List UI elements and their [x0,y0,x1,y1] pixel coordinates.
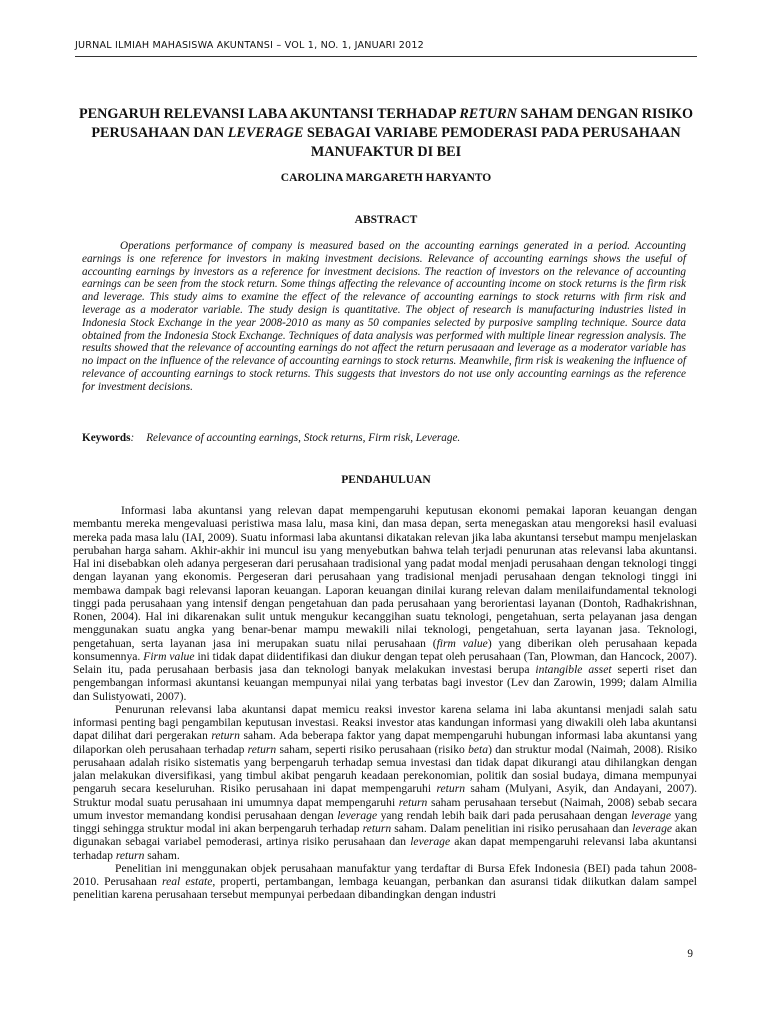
text-run: akan dapat mempengaruhi relevansi laba akuntansi terhadap [73,835,697,862]
running-header: JURNAL ILMIAH MAHASISWA AKUNTANSI – VOL 1, NO. 1, JANUARI 2012 [75,40,424,51]
text-run-italic: firm value [436,636,488,650]
text-run-italic: return [398,795,428,809]
text-run-italic: intangible asset [535,663,612,676]
paragraph [73,504,697,703]
text-run: ini tidak dapat diidentifikasi dan diukur dengan tepat oleh perusahaan (Tan, Plowman, dan Hancock, 2007). Selain itu, pada perusahaan berbasis jasa dan teknologi banyak melakukan investasi berupa [73,649,697,676]
text-run-italic: leverage [631,808,671,822]
text-run-italic: Firm value [143,649,195,663]
abstract-heading: ABSTRACT [354,214,418,226]
text-run: yang tinggi sehingga struktur modal ini akan berpengaruh terhadap [73,808,698,835]
text-run: Penelitian ini menggunakan objek perusahaan manufaktur yang terdaftar di Bursa Efek Indonesia (BEI) pada tahun 2008-2010. Perusahaan [73,861,697,888]
text-run: akan digunakan sebagai variabel pemoderasi, artinya risiko perusahaan dan [73,822,697,849]
text-run: saham. [144,848,180,862]
keywords-label: Keywords [82,432,131,444]
text-run-italic: return [115,848,145,862]
text-run: seperti riset dan pengembangan informasi akuntansi keuangan mempunyai nilai yang terbatas bagi investor (Lev dan Zarowin, 1999; dalam Almilia dan Sulistyowati, 2007). [73,663,697,703]
author-name: CAROLINA MARGARETH HARYANTO [280,172,492,184]
text-run: saham (Mulyani, Asyik, dan Andayani, 2007). Struktur modal suatu perusahaan ini umumnya dapat mempengaruhi [73,782,697,809]
paragraph [73,703,697,862]
body-text [73,504,697,902]
text-run: saham, seperti risiko perusahaan (risiko [276,742,469,756]
text-run-italic: leverage [632,822,673,835]
header-rule [75,56,697,57]
text-run: saham perusahaan tersebut (Naimah, 2008) sebab secara umum investor memandang kondisi perusahaan dengan [73,795,697,822]
keywords [82,432,686,444]
text-run: ) dan struktur modal (Naimah, 2008). Risiko perusahaan adalah risiko sistematis yang berpengaruh terhadap semua investasi dan tidak dapat dikurangi atau dihilangkan dengan jalan melakukan diversifikasi, yang timbul akibat pengaruh keadaan perekonomian, politik dan sosial budaya, dimana mempunyai pengaruh secara keseluruhan. Risiko perusahaan ini dapat mempengaruhi [73,742,698,796]
text-run-italic: leverage [337,808,378,822]
text-run-italic: return [211,729,240,743]
keywords-text: Relevance of accounting earnings, Stock returns, Firm risk, Leverage. [146,432,461,444]
keywords-colon: : [130,432,135,444]
paper-title [78,105,694,162]
text-run-italic: beta [468,742,489,756]
text-run-italic: return [436,782,466,796]
title-part: PENGARUH RELEVANSI LABA AKUNTANSI TERHADAP [78,106,460,122]
text-run: yang rendah lebih baik dari pada perusahaan dengan [377,808,632,822]
text-run: Penurunan relevansi laba akuntansi dapat memicu reaksi investor karena selama ini laba akuntansi menjadi salah satu informasi penting bagi pengambilan keputusan investasi. Reaksi investor atas kandungan informasi yang diwakili oleh laba akuntansi dapat dilihat dari pergerakan [73,702,697,743]
text-run: Informasi laba akuntansi yang relevan dapat mempengaruhi keputusan ekonomi pemakai laporan keuangan dengan membantu mereka mengevaluasi peristiwa masa lalu, masa kini, dan masa depan, serta menegaskan atau mengoreksi hasil evaluasi mereka pada masa lalu (IAI, 2009). Suatu informasi laba akuntansi dikatakan relevan jika laba akuntansi tersebut mampu menjelaskan perubahan harga saham. Akhir-akhir ini muncul isu yang menyebutkan bahwa telah terjadi penurunan atas relevansi laba akuntansi. Hal ini disebabkan oleh adanya pergeseran dari perusahaan tradisional yang padat modal menjadi perusahaan dengan teknologi tinggi dengan layanan yang ekonomis. Pergeseran dari perusahaan yang tradisional menjadi perusahaan dengan teknologi tinggi ini membawa dampak bagi relevansi laporan keuangan. Laporan keuangan dinilai kurang relevan dalam menilaifundamental teknologi tinggi pada perusahaan yang intensif dengan pengetahuan dan pada perusahaan yang berorientasi layanan (Dontoh, Radhakrishnan, Ronen, 2004). Hal ini dikarenakan sulit untuk mengukur kecanggihan suatu teknologi, pengetahuan, serta pelayanan jasa dengan menggunakan suatu angka yang benar-benar mampu mewakili nilai teknologi, pengetahuan, serta layanan jasa. Teknologi, pengetahuan, serta layanan jasa ini merupakan suatu nilai perusahaan ( [73,504,697,650]
text-run: ) yang diberikan oleh perusahaan kepada konsumennya. [73,636,697,663]
title-part-italic: LEVERAGE [227,125,304,141]
text-run: , properti, pertambangan, lembaga keuangan, perbankan dan asuransi tidak diikutkan dalam sampel penelitian karena perusahaan tersebut mempunyai perbedaan dibandingkan dengan industri [73,875,697,902]
text-run-italic: return [247,742,277,756]
paragraph [73,862,697,902]
title-part: SEBAGAI VARIABE PEMODERASI PADA PERUSAHAAN MANUFAKTUR DI BEI [303,125,681,160]
text-run-italic: return [362,822,392,835]
section-heading: PENDAHULUAN [341,474,431,486]
text-run-italic: leverage [410,835,451,849]
abstract-text: Operations performance of company is measured based on the accounting earnings generated in a period. Accounting earnings is one reference for investors in making investment decisions. Relevance of accounting earnings shows the useful of accounting earnings by investors as a reference for investment decisions. The reaction of investors on the relevance of accounting earnings can be seen from the stock return. Some things affecting the relevance of accounting income on stock returns is the firm risk and leverage. This study aims to examine the effect of the relevance of accounting earnings to stock returns with firm risk and leverage as a moderator variable. The study design is quantitative. The object of research is manufacturing industries listed in Indonesia Stock Exchange in the year 2008-2010 as many as 50 companies selected by purposive sampling technique. Source data obtained from the Indonesia Stock Exchange. Techniques of data analysis was performed with multiple linear regression analysis. The results showed that the relevance of accounting earnings do not affect the return perusaaan and leverage as a moderator variable has no impact on the influence of the relevance of accounting earnings to stock returns. Meanwhile, firm risk is weakening the influence of relevance of accounting earnings to stock returns. This suggests that investors do not use only accounting earnings as the reference for investment decisions. [82,240,686,393]
page-number: 9 [687,948,693,960]
text-run: saham. Dalam penelitian ini risiko perusahaan dan [391,822,633,835]
title-part-italic: RETURN [459,106,517,122]
text-run: saham. Ada beberapa faktor yang dapat mempengaruhi hubungan informasi laba akuntansi yang dilaporkan oleh perusahaan terhadap [73,729,697,756]
text-run-italic: real estate [162,875,213,888]
title-part: SAHAM DENGAN RISIKO PERUSAHAAN DAN [91,106,694,141]
